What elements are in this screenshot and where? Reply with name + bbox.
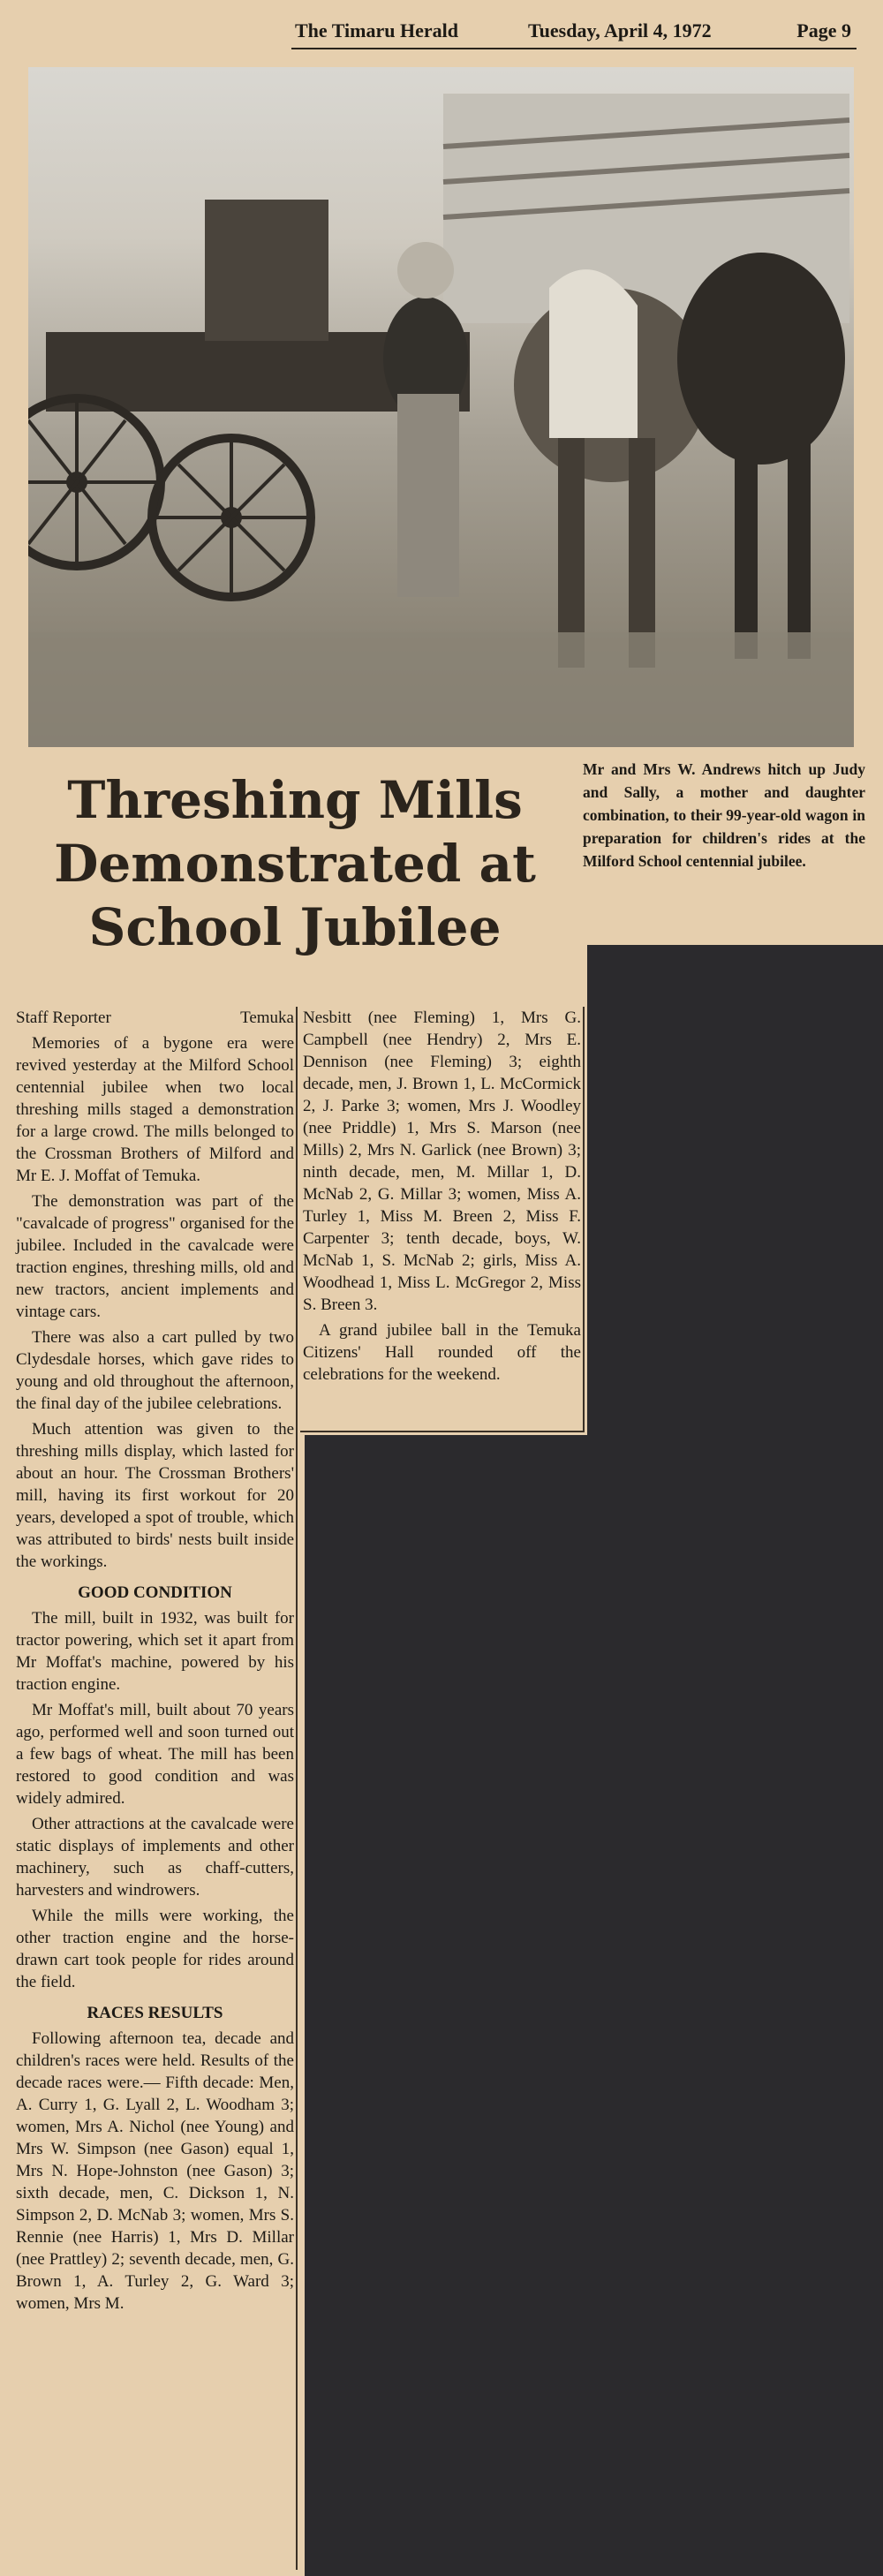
paragraph: The demonstration was part of the "cavalcade of progress" organised for the jubilee. Included in the cavalcade were traction engines, threshing mills, old and new tractors, ancient implements and vintage cars.	[16, 1192, 294, 1321]
paper-name: The Timaru Herald	[295, 19, 458, 42]
paragraph: A grand jubilee ball in the Temuka Citizens' Hall rounded off the celebrations for the weekend.	[303, 1321, 581, 1384]
byline-location: Temuka	[240, 1008, 294, 1027]
column-rule-right	[583, 1007, 585, 1431]
column-end-rule	[300, 1431, 585, 1432]
paragraph: Much attention was given to the threshing mills display, which lasted for about an hour. The Crossman Brothers' mill, having its first workout for 20 years, developed a spot of trouble, which was attributed to birds' nests built inside the workings.	[16, 1420, 294, 1571]
headline-line-3: School Jubilee	[88, 897, 502, 957]
photo-caption: Mr and Mrs W. Andrews hitch up Judy and Sally, a mother and daughter combination, to their 99-year-old wagon in preparation for children's rides at the Milford School centennial jubilee.	[583, 760, 865, 870]
paragraph: The mill, built in 1932, was built for tractor powering, which set it apart from Mr Moffat's machine, powered by his traction engine.	[16, 1609, 294, 1694]
headline	[30, 768, 560, 959]
paragraph: Nesbitt (nee Fleming) 1, Mrs G. Campbell (nee Hendry) 2, Mrs E. Dennison (nee Fleming) 3; eighth decade, men, J. Brown 1, L. McCormick 2, J. Parke 3; women, Mrs J. Woodley (nee Priddle) 1, Mrs S. Marson (nee Mills) 2, Mrs N. Garlick (nee Brown) 3; ninth decade, men, M. Millar 1, D. McNab 2, G. Millar 3; women, Miss A. Turley 1, Miss M. Breen 2, Miss F. Carpenter 3; tenth decade, boys, W. McNab 1, S. McNab 2; girls, Miss A. Woodhead 1, Miss L. McGregor 2, Miss S. Breen 3.	[303, 1008, 581, 1314]
page-number: Page 9	[796, 19, 851, 42]
article-column-1	[16, 1007, 294, 2318]
paragraph: While the mills were working, the other traction engine and the horse-drawn cart took people for rides around the field.	[16, 1907, 294, 1991]
byline	[16, 1007, 294, 1029]
subhead-races-results: RACES RESULTS	[87, 2004, 223, 2022]
paragraph: Memories of a bygone era were revived yesterday at the Milford School centennial jubilee when two local threshing mills staged a demonstration for a large crowd. The mills belonged to the Crossman Brothers of Milford and Mr E. J. Moffat of Temuka.	[16, 1034, 294, 1185]
paragraph: Mr Moffat's mill, built about 70 years ago, performed well and soon turned out a few bags of wheat. The mill has been restored to good condition and was widely admired.	[16, 1701, 294, 1808]
wagon-horses-photo	[28, 67, 854, 747]
headline-line-2: Demonstrated at	[54, 834, 536, 894]
issue-date: Tuesday, April 4, 1972	[528, 19, 712, 42]
paragraph: Other attractions at the cavalcade were static displays of implements and other machinery, such as chaff-cutters, harvesters and windrowers.	[16, 1815, 294, 1900]
column-rule	[296, 1007, 298, 2570]
headline-line-1: Threshing Mills	[67, 770, 523, 830]
photo-illustration	[28, 67, 854, 747]
paragraph: There was also a cart pulled by two Clydesdale horses, which gave rides to young and old throughout the afternoon, the final day of the jubilee celebrations.	[16, 1328, 294, 1413]
subhead-good-condition: GOOD CONDITION	[78, 1583, 232, 1602]
article-column-2	[303, 1007, 581, 1389]
masthead	[291, 12, 857, 49]
paragraph: Following afternoon tea, decade and children's races were held. Results of the decade races were.— Fifth decade: Men, A. Curry 1, G. Lyall 2, L. Woodham 3; women, Mrs A. Nichol (nee Young) and Mrs W. Simpson (nee Gason) equal 1, Mrs N. Hope-Johnston (nee Gason) 3; sixth decade, men, C. Dickson 1, N. Simpson 2, D. McNab 3; women, Mrs S. Rennie (nee Harris) 1, Mrs D. Millar (nee Prattley) 2; seventh decade, men, G. Brown 1, A. Turley 2, G. Ward 3; women, Mrs M.	[16, 2029, 294, 2313]
byline-author: Staff Reporter	[16, 1008, 111, 1027]
